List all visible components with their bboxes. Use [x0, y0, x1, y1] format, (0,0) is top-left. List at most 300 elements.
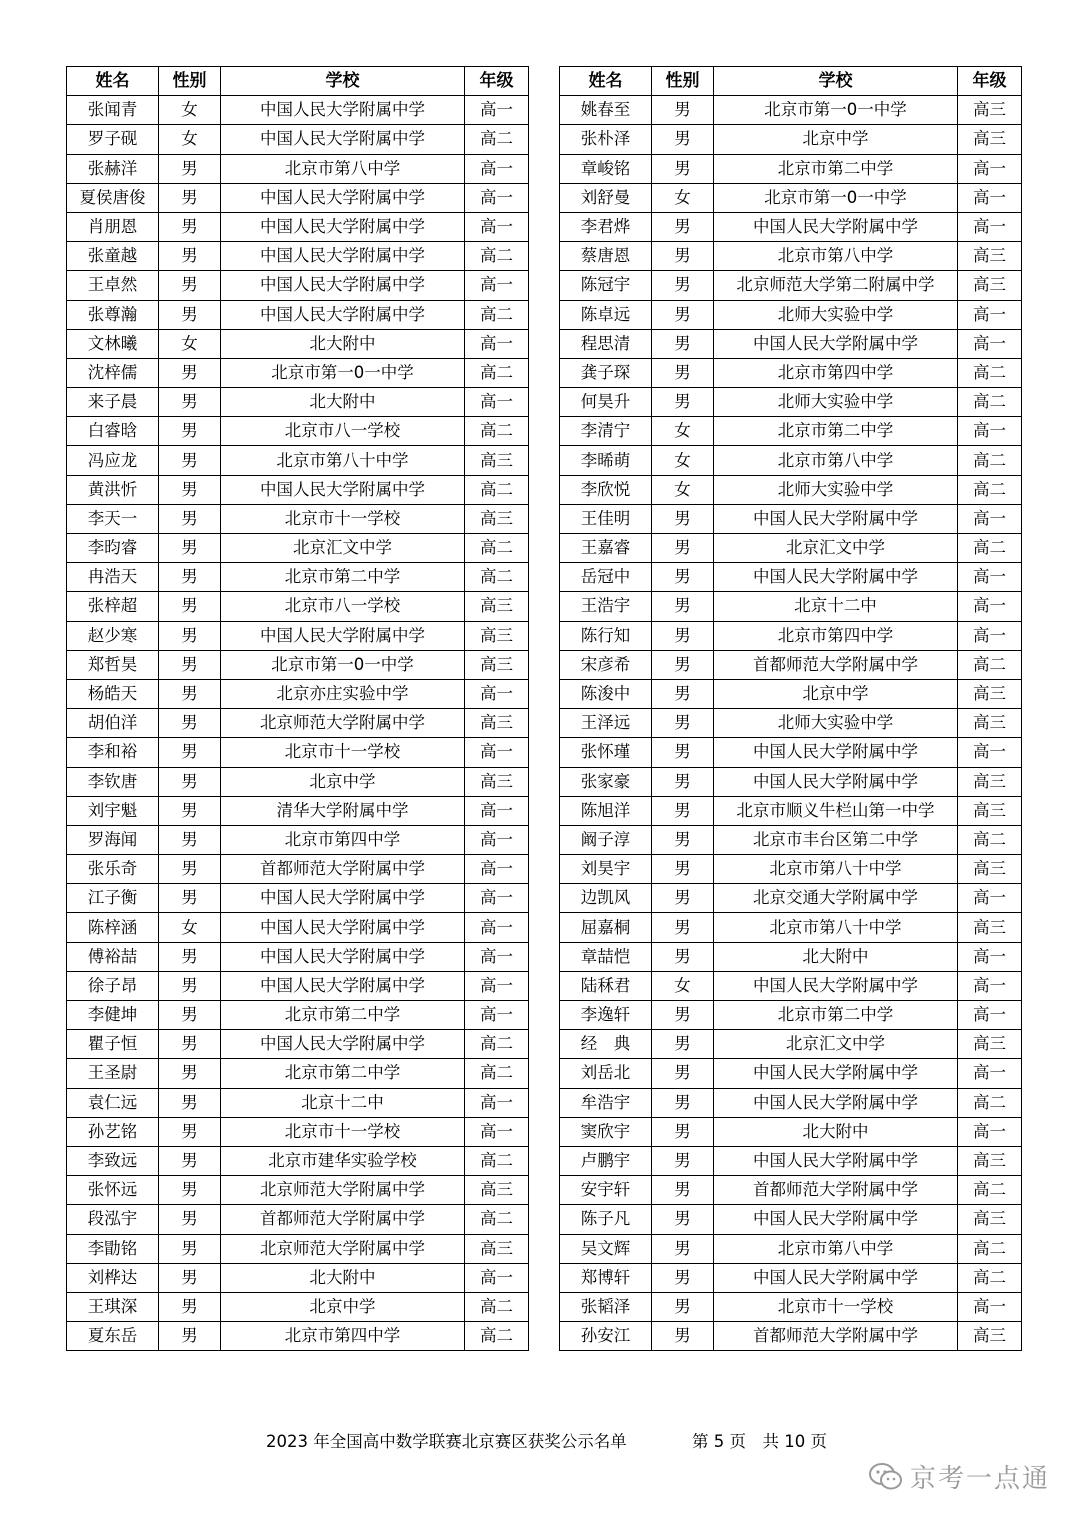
table-row — [67, 825, 529, 854]
cell-name: 卢鹏宇 — [560, 1146, 652, 1175]
cell-name: 牟浩宇 — [560, 1088, 652, 1117]
cell-name: 何昊升 — [560, 388, 652, 417]
table-row — [560, 1059, 1022, 1088]
cell-gender: 男 — [652, 592, 714, 621]
cell-school: 北京师范大学第二附属中学 — [714, 271, 958, 300]
cell-school: 北师大实验中学 — [714, 475, 958, 504]
cell-gender: 男 — [159, 855, 221, 884]
cell-name: 张家豪 — [560, 767, 652, 796]
cell-school: 中国人民大学附属中学 — [221, 942, 465, 971]
table-row — [560, 1263, 1022, 1292]
table-row — [67, 942, 529, 971]
cell-school: 北大附中 — [221, 388, 465, 417]
cell-gender: 男 — [652, 884, 714, 913]
cell-school: 中国人民大学附属中学 — [714, 329, 958, 358]
cell-name: 冉浩天 — [67, 563, 159, 592]
table-row — [560, 271, 1022, 300]
cell-grade: 高三 — [958, 855, 1022, 884]
cell-grade: 高二 — [465, 1030, 529, 1059]
cell-school: 北京汇文中学 — [714, 534, 958, 563]
cell-grade: 高二 — [465, 417, 529, 446]
cell-name: 李和裕 — [67, 738, 159, 767]
cell-grade: 高二 — [958, 1263, 1022, 1292]
cell-name: 岳冠中 — [560, 563, 652, 592]
cell-name: 章峻铭 — [560, 154, 652, 183]
table-row — [67, 1088, 529, 1117]
cell-name: 陈浚中 — [560, 679, 652, 708]
header-row — [67, 67, 529, 96]
cell-gender: 男 — [652, 855, 714, 884]
cell-grade: 高三 — [465, 592, 529, 621]
table-row — [560, 242, 1022, 271]
cell-school: 北京中学 — [714, 125, 958, 154]
cell-grade: 高二 — [465, 358, 529, 387]
table-row — [67, 1322, 529, 1351]
cell-name: 郑博轩 — [560, 1263, 652, 1292]
cell-grade: 高一 — [465, 388, 529, 417]
cell-gender: 男 — [159, 300, 221, 329]
cell-school: 北京市十一学校 — [221, 1117, 465, 1146]
table-row — [67, 679, 529, 708]
cell-grade: 高一 — [465, 96, 529, 125]
cell-grade: 高二 — [465, 1322, 529, 1351]
cell-name: 经 典 — [560, 1030, 652, 1059]
cell-name: 张乐奇 — [67, 855, 159, 884]
cell-gender: 男 — [652, 1088, 714, 1117]
cell-grade: 高二 — [465, 475, 529, 504]
cell-school: 北师大实验中学 — [714, 388, 958, 417]
cell-gender: 男 — [652, 942, 714, 971]
watermark — [868, 1458, 1050, 1495]
cell-gender: 男 — [652, 1322, 714, 1351]
cell-grade: 高一 — [465, 855, 529, 884]
cell-gender: 女 — [652, 417, 714, 446]
table-row — [560, 329, 1022, 358]
cell-name: 王浩宇 — [560, 592, 652, 621]
cell-school: 北京市十一学校 — [714, 1292, 958, 1321]
cell-school: 北京汇文中学 — [221, 534, 465, 563]
cell-school: 中国人民大学附属中学 — [714, 1059, 958, 1088]
cell-grade: 高二 — [958, 650, 1022, 679]
table-row — [67, 446, 529, 475]
cell-gender: 男 — [652, 679, 714, 708]
table-row — [560, 738, 1022, 767]
cell-school: 北京十二中 — [221, 1088, 465, 1117]
cell-gender: 男 — [652, 563, 714, 592]
cell-school: 中国人民大学附属中学 — [221, 212, 465, 241]
cell-name: 王嘉睿 — [560, 534, 652, 563]
cell-name: 夏侯唐俊 — [67, 183, 159, 212]
cell-gender: 男 — [652, 125, 714, 154]
table-row — [560, 212, 1022, 241]
cell-name: 李晞萌 — [560, 446, 652, 475]
cell-gender: 男 — [159, 650, 221, 679]
table-row — [560, 183, 1022, 212]
table-row — [67, 271, 529, 300]
cell-school: 中国人民大学附属中学 — [714, 504, 958, 533]
table-row — [67, 796, 529, 825]
cell-school: 中国人民大学附属中学 — [221, 300, 465, 329]
cell-school: 北师大实验中学 — [714, 709, 958, 738]
cell-grade: 高三 — [465, 767, 529, 796]
cell-gender: 男 — [159, 358, 221, 387]
cell-school: 北京市第八十中学 — [714, 855, 958, 884]
cell-school: 首都师范大学附属中学 — [714, 1322, 958, 1351]
cell-name: 窦欣宇 — [560, 1117, 652, 1146]
cell-gender: 男 — [159, 1263, 221, 1292]
cell-gender: 男 — [159, 1146, 221, 1175]
cell-grade: 高三 — [958, 709, 1022, 738]
cell-grade: 高二 — [958, 1234, 1022, 1263]
cell-school: 北京市第四中学 — [714, 358, 958, 387]
cell-name: 孙安江 — [560, 1322, 652, 1351]
cell-school: 北京市第一0一中学 — [714, 96, 958, 125]
cell-school: 北京十二中 — [714, 592, 958, 621]
cell-school: 北京亦庄实验中学 — [221, 679, 465, 708]
table-row — [560, 388, 1022, 417]
cell-gender: 男 — [159, 1322, 221, 1351]
table-row — [67, 504, 529, 533]
cell-grade: 高二 — [465, 1059, 529, 1088]
cell-gender: 女 — [159, 96, 221, 125]
cell-grade: 高一 — [958, 1059, 1022, 1088]
cell-grade: 高二 — [958, 446, 1022, 475]
cell-name: 张怀远 — [67, 1176, 159, 1205]
cell-name: 段泓宇 — [67, 1205, 159, 1234]
cell-grade: 高一 — [958, 1117, 1022, 1146]
cell-name: 罗子砚 — [67, 125, 159, 154]
cell-name: 胡伯洋 — [67, 709, 159, 738]
cell-gender: 女 — [159, 913, 221, 942]
cell-grade: 高二 — [465, 242, 529, 271]
cell-gender: 女 — [652, 475, 714, 504]
table-row — [560, 446, 1022, 475]
cell-gender: 男 — [159, 942, 221, 971]
cell-name: 李清宁 — [560, 417, 652, 446]
table-row — [560, 884, 1022, 913]
table-row — [67, 1030, 529, 1059]
table-row — [560, 125, 1022, 154]
table-row — [67, 884, 529, 913]
cell-school: 北京市丰台区第二中学 — [714, 825, 958, 854]
cell-name: 沈梓儒 — [67, 358, 159, 387]
cell-gender: 男 — [652, 767, 714, 796]
cell-school: 北京市第八中学 — [714, 1234, 958, 1263]
cell-name: 李致远 — [67, 1146, 159, 1175]
cell-grade: 高一 — [958, 417, 1022, 446]
cell-name: 傅裕喆 — [67, 942, 159, 971]
table-row — [560, 592, 1022, 621]
cell-name: 刘桦达 — [67, 1263, 159, 1292]
cell-name: 江子衡 — [67, 884, 159, 913]
table-row — [67, 913, 529, 942]
cell-name: 王卓然 — [67, 271, 159, 300]
cell-gender: 男 — [159, 563, 221, 592]
cell-school: 北京交通大学附属中学 — [714, 884, 958, 913]
header-grade: 年级 — [465, 67, 529, 96]
cell-gender: 男 — [159, 271, 221, 300]
cell-gender: 男 — [652, 212, 714, 241]
table-row — [560, 563, 1022, 592]
cell-name: 宋彦希 — [560, 650, 652, 679]
cell-grade: 高一 — [465, 329, 529, 358]
cell-school: 首都师范大学附属中学 — [221, 855, 465, 884]
cell-gender: 男 — [652, 913, 714, 942]
cell-school: 北京市八一学校 — [221, 592, 465, 621]
cell-school: 中国人民大学附属中学 — [221, 242, 465, 271]
cell-gender: 女 — [159, 125, 221, 154]
cell-gender: 男 — [652, 796, 714, 825]
cell-grade: 高三 — [958, 96, 1022, 125]
cell-grade: 高二 — [958, 475, 1022, 504]
cell-gender: 男 — [652, 1234, 714, 1263]
cell-grade: 高一 — [465, 825, 529, 854]
cell-name: 龚子琛 — [560, 358, 652, 387]
cell-gender: 男 — [159, 446, 221, 475]
table-row — [560, 300, 1022, 329]
header-gender: 性别 — [159, 67, 221, 96]
cell-gender: 男 — [159, 504, 221, 533]
cell-school: 北京市第四中学 — [221, 1322, 465, 1351]
table-row — [560, 942, 1022, 971]
cell-grade: 高一 — [465, 154, 529, 183]
cell-gender: 男 — [652, 709, 714, 738]
header-row — [560, 67, 1022, 96]
table-row — [560, 1292, 1022, 1321]
cell-name: 张童越 — [67, 242, 159, 271]
cell-gender: 男 — [652, 825, 714, 854]
cell-grade: 高二 — [465, 300, 529, 329]
table-row — [67, 971, 529, 1000]
table-row — [560, 1146, 1022, 1175]
cell-gender: 男 — [652, 650, 714, 679]
cell-gender: 男 — [652, 1117, 714, 1146]
cell-grade: 高二 — [958, 358, 1022, 387]
table-row — [560, 1001, 1022, 1030]
cell-grade: 高一 — [958, 592, 1022, 621]
cell-school: 北京市第二中学 — [714, 417, 958, 446]
header-gender: 性别 — [652, 67, 714, 96]
table-row — [560, 855, 1022, 884]
table-row — [560, 709, 1022, 738]
cell-gender: 男 — [652, 1205, 714, 1234]
cell-gender: 男 — [159, 971, 221, 1000]
cell-gender: 男 — [159, 1001, 221, 1030]
cell-grade: 高三 — [465, 446, 529, 475]
cell-name: 屈嘉桐 — [560, 913, 652, 942]
cell-gender: 男 — [652, 1292, 714, 1321]
cell-name: 李昀睿 — [67, 534, 159, 563]
cell-gender: 男 — [159, 1088, 221, 1117]
cell-name: 罗海闻 — [67, 825, 159, 854]
cell-grade: 高一 — [465, 212, 529, 241]
cell-gender: 男 — [652, 96, 714, 125]
cell-grade: 高二 — [958, 1088, 1022, 1117]
table-row — [560, 1030, 1022, 1059]
cell-gender: 男 — [159, 417, 221, 446]
cell-school: 北京市第二中学 — [221, 1059, 465, 1088]
cell-gender: 男 — [652, 534, 714, 563]
cell-grade: 高一 — [465, 1263, 529, 1292]
table-row — [67, 125, 529, 154]
cell-name: 郑哲昊 — [67, 650, 159, 679]
cell-name: 陈梓涵 — [67, 913, 159, 942]
cell-grade: 高二 — [465, 125, 529, 154]
cell-gender: 男 — [652, 388, 714, 417]
cell-gender: 男 — [159, 679, 221, 708]
cell-gender: 男 — [159, 388, 221, 417]
cell-name: 吴文辉 — [560, 1234, 652, 1263]
cell-name: 刘岳北 — [560, 1059, 652, 1088]
table-row — [560, 1176, 1022, 1205]
cell-gender: 男 — [652, 300, 714, 329]
table-row — [67, 1001, 529, 1030]
cell-name: 来子晨 — [67, 388, 159, 417]
cell-gender: 男 — [159, 709, 221, 738]
cell-school: 中国人民大学附属中学 — [221, 913, 465, 942]
cell-name: 陈子凡 — [560, 1205, 652, 1234]
cell-school: 北京中学 — [714, 679, 958, 708]
cell-gender: 男 — [159, 1292, 221, 1321]
cell-school: 北大附中 — [221, 329, 465, 358]
table-row — [67, 154, 529, 183]
cell-name: 李健坤 — [67, 1001, 159, 1030]
cell-grade: 高一 — [958, 1292, 1022, 1321]
cell-grade: 高一 — [958, 621, 1022, 650]
cell-name: 瞿子恒 — [67, 1030, 159, 1059]
cell-grade: 高一 — [958, 1001, 1022, 1030]
cell-gender: 男 — [159, 1234, 221, 1263]
cell-gender: 男 — [159, 1117, 221, 1146]
table-row — [560, 1205, 1022, 1234]
cell-name: 陈行知 — [560, 621, 652, 650]
cell-gender: 女 — [652, 446, 714, 475]
cell-gender: 男 — [159, 212, 221, 241]
cell-grade: 高三 — [958, 679, 1022, 708]
cell-school: 北京市八一学校 — [221, 417, 465, 446]
cell-school: 中国人民大学附属中学 — [221, 971, 465, 1000]
cell-school: 北京市第八中学 — [714, 446, 958, 475]
table-row — [560, 154, 1022, 183]
cell-school: 北京市第四中学 — [221, 825, 465, 854]
table-row — [560, 679, 1022, 708]
cell-grade: 高一 — [958, 300, 1022, 329]
table-row — [67, 358, 529, 387]
cell-school: 首都师范大学附属中学 — [221, 1205, 465, 1234]
cell-school: 中国人民大学附属中学 — [221, 621, 465, 650]
table-row — [67, 300, 529, 329]
cell-name: 姚春至 — [560, 96, 652, 125]
roster-table-left — [66, 66, 529, 1351]
cell-name: 张韬泽 — [560, 1292, 652, 1321]
table-row — [560, 1088, 1022, 1117]
cell-grade: 高二 — [958, 825, 1022, 854]
cell-school: 北京市第二中学 — [221, 1001, 465, 1030]
cell-school: 北大附中 — [714, 942, 958, 971]
table-row — [67, 1263, 529, 1292]
cell-gender: 男 — [652, 358, 714, 387]
cell-gender: 男 — [159, 796, 221, 825]
cell-gender: 男 — [652, 271, 714, 300]
table-row — [560, 913, 1022, 942]
cell-name: 李逸轩 — [560, 1001, 652, 1030]
table-row — [560, 650, 1022, 679]
cell-grade: 高一 — [958, 563, 1022, 592]
cell-grade: 高一 — [465, 884, 529, 913]
table-row — [67, 417, 529, 446]
cell-school: 北大附中 — [221, 1263, 465, 1292]
cell-gender: 男 — [159, 767, 221, 796]
cell-school: 北京市第四中学 — [714, 621, 958, 650]
cell-gender: 男 — [652, 1176, 714, 1205]
cell-name: 李钦唐 — [67, 767, 159, 796]
cell-name: 黄洪忻 — [67, 475, 159, 504]
cell-name: 王琪深 — [67, 1292, 159, 1321]
cell-gender: 男 — [159, 475, 221, 504]
table-row — [67, 242, 529, 271]
cell-name: 李勖铭 — [67, 1234, 159, 1263]
header-name: 姓名 — [560, 67, 652, 96]
cell-gender: 男 — [159, 884, 221, 913]
cell-grade: 高一 — [958, 971, 1022, 1000]
cell-grade: 高一 — [465, 913, 529, 942]
cell-name: 阚子淳 — [560, 825, 652, 854]
cell-school: 中国人民大学附属中学 — [221, 1030, 465, 1059]
cell-school: 北京市第二中学 — [714, 1001, 958, 1030]
cell-grade: 高一 — [465, 1001, 529, 1030]
table-row — [67, 388, 529, 417]
cell-school: 清华大学附属中学 — [221, 796, 465, 825]
cell-name: 冯应龙 — [67, 446, 159, 475]
cell-gender: 男 — [652, 1263, 714, 1292]
cell-grade: 高二 — [958, 1176, 1022, 1205]
cell-school: 北京汇文中学 — [714, 1030, 958, 1059]
cell-gender: 男 — [159, 183, 221, 212]
table-row — [560, 358, 1022, 387]
cell-name: 张赫洋 — [67, 154, 159, 183]
wechat-icon — [868, 1462, 904, 1492]
table-row — [67, 212, 529, 241]
watermark-text: 京考一点通 — [910, 1464, 1051, 1494]
cell-gender: 男 — [159, 825, 221, 854]
cell-school: 中国人民大学附属中学 — [714, 212, 958, 241]
cell-school: 北京市顺义牛栏山第一中学 — [714, 796, 958, 825]
footer-page-number: 第 5 页 共 10 页 — [692, 1432, 827, 1451]
cell-grade: 高二 — [958, 388, 1022, 417]
cell-school: 中国人民大学附属中学 — [714, 1205, 958, 1234]
table-row — [67, 592, 529, 621]
table-row — [560, 825, 1022, 854]
table-row — [67, 1292, 529, 1321]
cell-school: 中国人民大学附属中学 — [714, 1263, 958, 1292]
cell-grade: 高三 — [958, 271, 1022, 300]
header-name: 姓名 — [67, 67, 159, 96]
table-row — [67, 650, 529, 679]
roster-body-left — [67, 96, 529, 1351]
cell-name: 张朴泽 — [560, 125, 652, 154]
cell-name: 陈冠宇 — [560, 271, 652, 300]
cell-school: 中国人民大学附属中学 — [714, 1088, 958, 1117]
cell-name: 边凯风 — [560, 884, 652, 913]
cell-school: 北京中学 — [221, 1292, 465, 1321]
cell-school: 北京市第一0一中学 — [221, 650, 465, 679]
cell-name: 王圣尉 — [67, 1059, 159, 1088]
cell-school: 首都师范大学附属中学 — [714, 1176, 958, 1205]
table-row — [67, 96, 529, 125]
cell-school: 北京市第八中学 — [714, 242, 958, 271]
cell-name: 杨皓天 — [67, 679, 159, 708]
cell-grade: 高一 — [465, 1088, 529, 1117]
